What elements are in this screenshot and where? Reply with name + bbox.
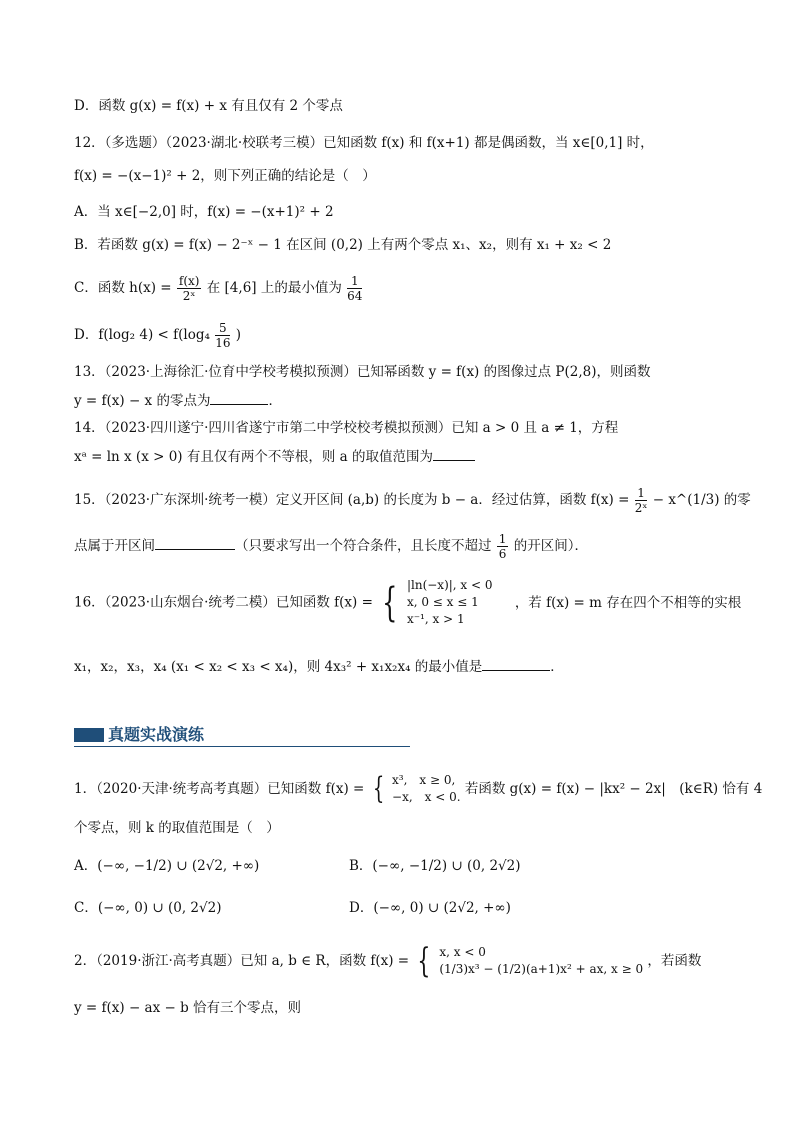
p1-case2: −x, x < 0. bbox=[392, 790, 461, 804]
q16-brace-icon: { bbox=[382, 579, 398, 626]
q12-stem-line2: f(x) = −(x−1)² + 2，则下列正确的结论是（ ） bbox=[74, 168, 376, 184]
q16-case3: x⁻¹, x > 1 bbox=[406, 612, 465, 626]
q12-option-c-fraction: $\frac{f(x)}{\text{2ˣ}}$ bbox=[178, 274, 200, 303]
p2-case2: (1/3)x³ − (1/2)(a+1)x² + ax, x ≥ 0 bbox=[439, 962, 644, 976]
q13-line2 bbox=[74, 390, 734, 411]
p1-line1 bbox=[74, 771, 763, 806]
p2-brace-icon: { bbox=[417, 941, 431, 981]
q15-line2 bbox=[74, 532, 734, 561]
q14-text: xᵃ = ln x (x > 0) 有且仅有两个不等根，则 a 的取值范围为 bbox=[74, 449, 433, 465]
q12-option-a: A．当 x∈[−2,0] 时，f(x) = −(x+1)² + 2 bbox=[74, 204, 334, 220]
p2-case1: x, x < 0 bbox=[439, 945, 486, 959]
p1-option-c: C．(−∞, 0) ∪ (0, 2√2) bbox=[74, 900, 222, 916]
q12-option-c-middle: 在 [4,6] 上的最小值为 bbox=[206, 280, 342, 296]
p2-suffix: ，若函数 bbox=[647, 953, 702, 969]
q16-suffix: ，若 f(x) = m 存在四个不相等的实根 bbox=[514, 594, 742, 611]
p2-piecewise bbox=[439, 944, 643, 978]
q16-line1 bbox=[74, 577, 742, 628]
q16-piecewise bbox=[407, 577, 493, 628]
q12-stem-line1: 12．（多选题）（2023·湖北·校联考三模）已知函数 f(x) 和 f(x+1) 都是偶函数，当 x∈[0,1] 时， bbox=[74, 135, 654, 151]
q14-answer-blank bbox=[433, 446, 475, 461]
p2-line1 bbox=[74, 941, 734, 981]
p1-suffix: 若函数 g(x) = f(x) − |kx² − 2x| (k∈R) 恰有 4 bbox=[464, 781, 763, 797]
p2-line2: y = f(x) − ax − b 恰有三个零点，则 bbox=[74, 1000, 302, 1016]
q12-option-c-prefix: C．函数 h(x) = bbox=[74, 280, 172, 296]
section-header bbox=[74, 724, 410, 747]
q15-length-fraction: $\frac{1}{6}$ bbox=[498, 532, 507, 561]
p1-option-a: A．(−∞, −1/2) ∪ (2√2, +∞) bbox=[74, 858, 260, 874]
q15-line1 bbox=[74, 486, 751, 515]
q12-option-d-prefix: D．f(log₂ 4) < f(log₄ bbox=[74, 327, 210, 343]
p1-option-b: B．(−∞, −1/2) ∪ (0, 2√2) bbox=[349, 858, 521, 874]
q15-line2-suffix: 的开区间）． bbox=[513, 538, 588, 554]
q11-option-d: D．函数 g(x) = f(x) + x 有且仅有 2 个零点 bbox=[74, 98, 343, 114]
q16-text: x₁，x₂，x₃，x₄ (x₁ < x₂ < x₃ < x₄)，则 4x₃² + x₁x₂x₄ 的最小值是 bbox=[74, 659, 483, 675]
q12-option-c bbox=[74, 274, 734, 303]
p1-case1: x³, x ≥ 0, bbox=[392, 773, 456, 787]
q14-line2 bbox=[74, 446, 734, 467]
p1-option-d: D．(−∞, 0) ∪ (2√2, +∞) bbox=[349, 900, 511, 916]
q16-case1: |ln(−x)|, x < 0 bbox=[406, 578, 493, 592]
section-bar-icon bbox=[74, 728, 104, 742]
p1-brace-icon: { bbox=[372, 771, 384, 806]
p2-prefix: 2．（2019·浙江·高考真题）已知 a, b ∈ R，函数 f(x) = bbox=[74, 953, 410, 969]
q15-suffix: − x^(1/3) 的零 bbox=[652, 492, 751, 508]
q14-line1: 14．（2023·四川遂宁·四川省遂宁市第二中学校校考模拟预测）已知 a > 0 且 a ≠ 1，方程 bbox=[74, 420, 619, 436]
p1-piecewise bbox=[392, 772, 461, 806]
q12-option-d-fraction: $\frac{5}{16}$ bbox=[215, 321, 231, 350]
q16-answer-blank bbox=[482, 656, 550, 671]
q15-line2-middle: （只要求写出一个符合条件，且长度不超过 bbox=[235, 538, 492, 554]
q12-option-d-suffix: ) bbox=[235, 327, 242, 343]
q13-text: y = f(x) − x 的零点为 bbox=[74, 393, 211, 409]
q12-option-c-min-value: $\frac{1}{64}$ bbox=[347, 274, 363, 303]
q12-option-d bbox=[74, 321, 734, 350]
q16-line2 bbox=[74, 656, 734, 677]
q12-option-b: B．若函数 g(x) = f(x) − 2⁻ˣ − 1 在区间 (0,2) 上有两个零点 x₁、x₂，则有 x₁ + x₂ < 2 bbox=[74, 237, 612, 253]
q15-line2-prefix: 点属于开区间 bbox=[74, 538, 155, 554]
q13-end: ． bbox=[268, 393, 282, 409]
q15-fraction: $\frac{1}{\text{2ˣ}}$ bbox=[634, 486, 648, 515]
p1-prefix: 1．（2020·天津·统考高考真题）已知函数 f(x) = bbox=[74, 781, 365, 797]
p1-line2: 个零点，则 k 的取值范围是（ ） bbox=[74, 820, 280, 836]
q16-end: ． bbox=[550, 659, 564, 675]
q16-prefix: 16．（2023·山东烟台·统考二模）已知函数 f(x) = bbox=[74, 594, 373, 611]
q16-case2: x, 0 ≤ x ≤ 1 bbox=[406, 595, 479, 609]
section-title: 真题实战演练 bbox=[108, 725, 205, 744]
q15-answer-blank bbox=[155, 535, 235, 550]
q15-prefix: 15．（2023·广东深圳·统考一模）定义开区间 (a,b) 的长度为 b − a．经过估算，函数 f(x) = bbox=[74, 492, 630, 508]
q13-answer-blank bbox=[210, 390, 268, 405]
q13-line1: 13．（2023·上海徐汇·位育中学校考模拟预测）已知幂函数 y = f(x) 的图像过点 P(2,8)，则函数 bbox=[74, 364, 651, 380]
